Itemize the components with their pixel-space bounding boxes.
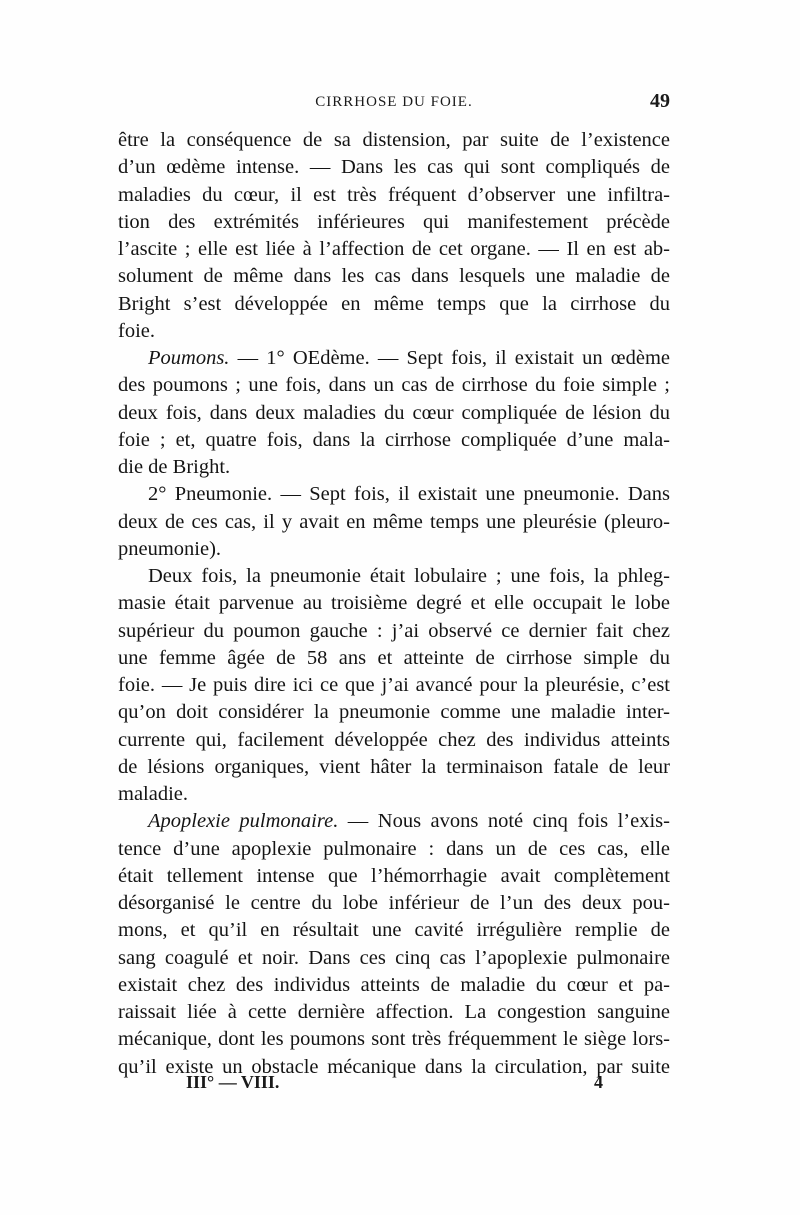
text-line — [118, 917, 670, 944]
line-text: une femme âgée de 58 ans et atteinte de cirrhose simple du — [118, 646, 670, 669]
line-text: qu’on doit considérer la pneumonie comme une maladie inter- — [118, 701, 670, 724]
line-text: — Nous avons noté cinq fois l’exis- — [338, 810, 670, 833]
running-title: CIRRHOSE DU FOIE. — [315, 94, 473, 110]
text-line — [118, 209, 670, 236]
line-text: était tellement intense que l’hémorrhagie avait complètement — [118, 864, 670, 887]
line-text: masie était parvenue au troisième degré et elle occupait le lobe — [118, 592, 670, 615]
line-text: 2° Pneumonie. — Sept fois, il existait une pneumonie. Dans — [148, 483, 670, 506]
line-text: maladies du cœur, il est très fréquent d’observer une infiltra- — [118, 183, 670, 206]
line-text: deux de ces cas, il y avait en même temps une pleurésie (pleuro- — [118, 510, 670, 533]
line-text: d’un œdème intense. — Dans les cas qui sont compliqués de — [118, 156, 670, 179]
text-line — [118, 863, 670, 890]
line-text: foie ; et, quatre fois, dans la cirrhose compliquée d’une mala- — [118, 428, 670, 451]
signature-mark: III° — VIII. — [186, 1072, 280, 1092]
line-text: tion des extrémités inférieures qui manifestement précède — [118, 210, 670, 233]
line-text: maladie. — [118, 783, 189, 805]
text-line — [118, 454, 670, 481]
text-line — [118, 945, 670, 972]
line-text: désorganisé le centre du lobe inférieur de l’un des deux pou- — [118, 892, 670, 914]
text-line — [118, 808, 670, 835]
line-text: foie. — [118, 319, 155, 342]
text-line — [118, 236, 670, 263]
text-line — [118, 372, 670, 399]
text-line — [118, 400, 670, 427]
line-text: être la conséquence de sa distension, par suite de l’existence — [118, 129, 670, 151]
text-line — [118, 481, 670, 508]
text-line — [118, 1026, 670, 1053]
text-line — [118, 563, 670, 590]
text-line — [118, 318, 670, 345]
line-text: mons, et qu’il en résultait une cavité irrégulière remplie de — [118, 919, 670, 942]
text-line — [118, 972, 670, 999]
text-line — [118, 754, 670, 781]
line-text: currente qui, facilement développée chez des individus atteints — [118, 728, 670, 751]
line-text: foie. — Je puis dire ici ce que j’ai avancé pour la pleurésie, c’est — [118, 674, 670, 696]
line-text: de lésions organiques, vient hâter la terminaison fatale de leur — [118, 755, 670, 778]
line-text: mécanique, dont les poumons sont très fréquemment le siège lors- — [118, 1028, 670, 1051]
line-text: pneumonie). — [118, 537, 222, 560]
line-text: Bright s’est développée en même temps que la cirrhose du — [118, 292, 670, 315]
body-text — [118, 127, 670, 1081]
text-line — [118, 590, 670, 617]
text-line — [118, 999, 670, 1026]
text-line — [118, 699, 670, 726]
line-text: qu’il existe un obstacle mécanique dans la circulation, par suite — [118, 1055, 670, 1078]
page-footer — [118, 1072, 670, 1096]
line-text: deux fois, dans deux maladies du cœur compliquée de lésion du — [118, 401, 670, 424]
sheet-number: 4 — [594, 1072, 603, 1092]
text-line — [118, 890, 670, 917]
text-line — [118, 727, 670, 754]
line-text: l’ascite ; elle est liée à l’affection de cet organe. — Il en est ab- — [118, 238, 670, 260]
line-text: solument de même dans les cas dans lesquels une maladie de — [118, 265, 670, 288]
text-line — [118, 182, 670, 209]
text-line — [118, 127, 670, 154]
section-heading: Poumons. — [148, 347, 230, 369]
line-text: raissait liée à cette dernière affection. La congestion sanguine — [118, 1001, 670, 1023]
text-line — [118, 836, 670, 863]
text-line — [118, 781, 670, 808]
text-line — [118, 263, 670, 290]
text-line — [118, 536, 670, 563]
line-text: tence d’une apoplexie pulmonaire : dans un de ces cas, elle — [118, 837, 670, 860]
text-line — [118, 427, 670, 454]
line-text: Deux fois, la pneumonie était lobulaire ; une fois, la phleg- — [148, 565, 670, 587]
text-line — [118, 645, 670, 672]
line-text: existait chez des individus atteints de maladie du cœur et pa- — [118, 973, 670, 996]
text-line — [118, 672, 670, 699]
page-header — [118, 90, 670, 118]
text-line — [118, 345, 670, 372]
text-line — [118, 509, 670, 536]
text-line — [118, 291, 670, 318]
line-text: die de Bright. — [118, 456, 231, 478]
page-number: 49 — [650, 90, 670, 112]
line-text: sang coagulé et noir. Dans ces cinq cas l’apoplexie pulmonaire — [118, 946, 670, 969]
text-line — [118, 154, 670, 181]
line-text: supérieur du poumon gauche : j’ai observé ce dernier fait chez — [118, 619, 670, 642]
line-text: — 1° OEdème. — Sept fois, il existait un œdème — [229, 347, 670, 369]
line-text: des poumons ; une fois, dans un cas de cirrhose du foie simple ; — [118, 374, 670, 397]
section-heading: Apoplexie pulmonaire. — [148, 810, 339, 833]
text-line — [118, 618, 670, 645]
